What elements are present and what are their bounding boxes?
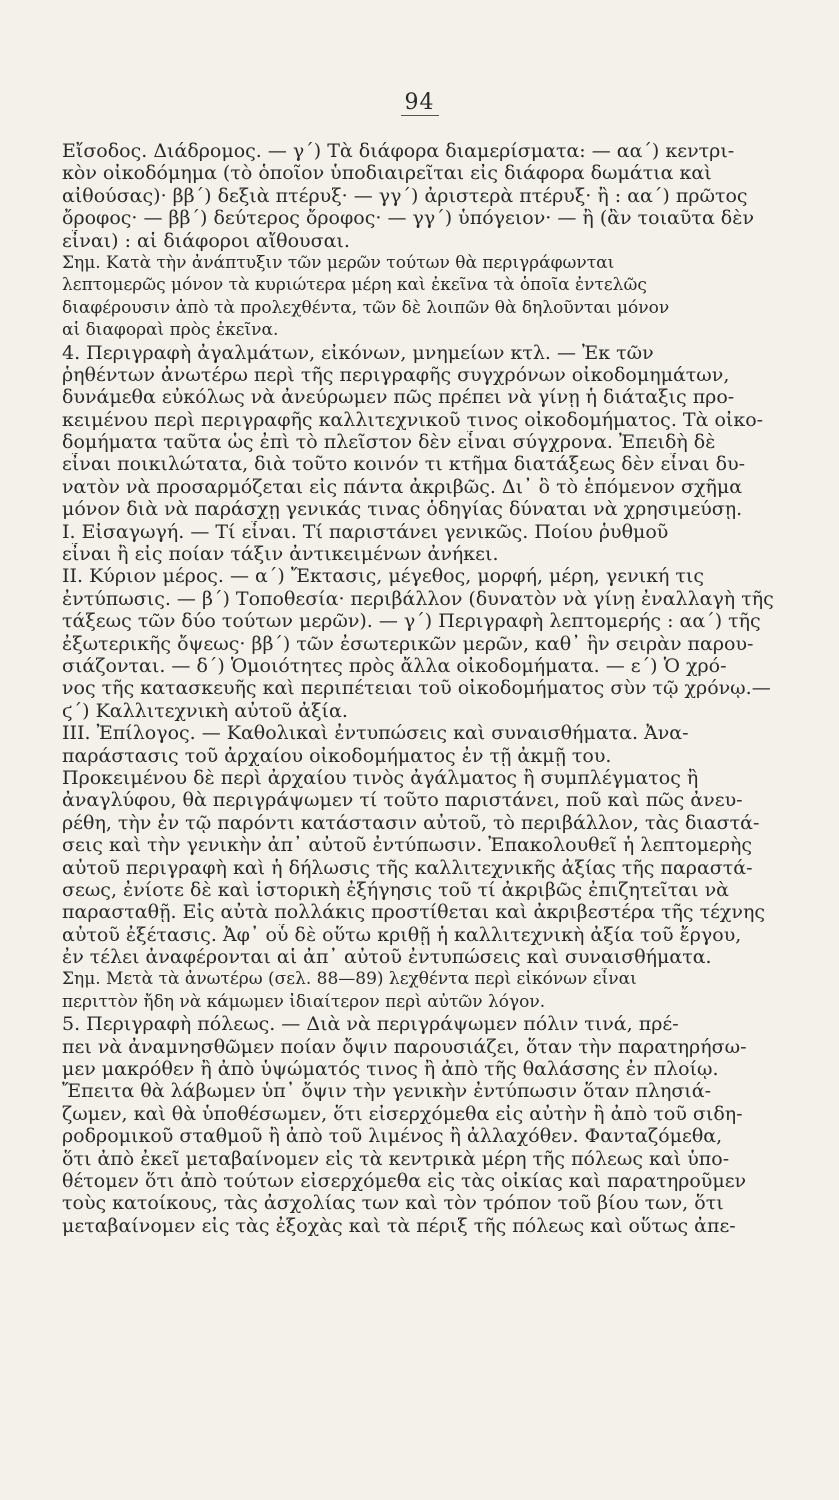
text-line: Ἔπειτα θὰ λάβωμεν ὑπ᾽ ὄψιν τὴν γενικὴν ἐντύπωσιν ὅταν πλησιά-: [62, 1080, 711, 1103]
text-line: αὐτοῦ ἐξέτασις. Ἀφ᾽ οὗ δὲ οὕτω κριθῇ ἡ καλλιτεχνικὴ ἀξία τοῦ ἔργου,: [62, 923, 742, 946]
text-line: πει νὰ ἀναμνησθῶμεν ποίαν ὄψιν παρουσιάζει, ὅταν τὴν παρατηρήσω-: [62, 1035, 747, 1058]
text-line: ἀναγλύφου, θὰ περιγράψωμεν τί τοῦτο παριστάνει, ποῦ καὶ πῶς ἀνευ-: [62, 789, 743, 812]
text-line: II. Κύριον μέρος. — α΄) Ἔκτασις, μέγεθος, μορφή, μέρη, γενική τις: [62, 565, 704, 588]
text-line: αὐτοῦ περιγραφὴ καὶ ἡ δήλωσις τῆς καλλιτεχνικῆς ἀξίας τῆς παραστά-: [62, 856, 753, 879]
text-line: αἱ διαφοραὶ πρὸς ἐκεῖνα.: [62, 320, 279, 341]
text-line: παρασταθῇ. Εἰς αὐτὰ πολλάκις προστίθεται καὶ ἀκριβεστέρα τῆς τέχνης: [62, 901, 766, 924]
text-line: σεως, ἐνίοτε δὲ καὶ ἱστορικὴ ἐξήγησις τοῦ τί ἀκριβῶς ἐπιζητεῖται νὰ: [62, 878, 729, 901]
text-line: κὸν οἰκοδόμημα (τὸ ὁποῖον ὑποδιαιρεῖται εἰς διάφορα δωμάτια καὶ: [62, 162, 712, 185]
page-number: [0, 90, 839, 115]
text-line: 4. Περιγραφὴ ἀγαλμάτων, εἰκόνων, μνημείων κτλ. — Ἐκ τῶν: [62, 341, 654, 364]
text-line: νος τῆς κατασκευῆς καὶ περιπέτειαι τοῦ οἰκοδομήματος σὺν τῷ χρόνῳ.—: [62, 677, 771, 700]
text-line: Προκειμένου δὲ περὶ ἀρχαίου τινὸς ἀγάλματος ἢ συμπλέγματος ἢ: [62, 766, 699, 789]
text-line: τάξεως τῶν δύο τούτων μερῶν). — γ΄) Περιγραφὴ λεπτομερής : αα΄) τῆς: [62, 610, 761, 633]
text-line: ἐντύπωσις. — β΄) Τοποθεσία· περιβάλλον (δυνατὸν νὰ γίνῃ ἐναλλαγὴ τῆς: [62, 587, 774, 610]
text-line: τοὺς κατοίκους, τὰς ἀσχολίας των καὶ τὸν τρόπον τοῦ βίου των, ὅτι: [62, 1192, 724, 1215]
text-line: λεπτομερῶς μόνον τὰ κυριώτερα μέρη καὶ ἐκεῖνα τὰ ὁποῖα ἐντελῶς: [62, 275, 647, 296]
text-line: Σημ. Μετὰ τὰ ἀνωτέρω (σελ. 88—89) λεχθέντα περὶ εἰκόνων εἶναι: [62, 969, 637, 990]
text-line: εἶναι ποικιλώτατα, διὰ τοῦτο κοινόν τι κτῆμα διατάξεως δὲν εἶναι δυ-: [62, 453, 746, 476]
text-line: I. Εἰσαγωγή. — Τί εἶναι. Τί παριστάνει γενικῶς. Ποίου ῥυθμοῦ: [62, 520, 669, 543]
text-line: 5. Περιγραφὴ πόλεως. — Διὰ νὰ περιγράψωμεν πόλιν τινά, πρέ-: [62, 1013, 679, 1036]
text-line: ροδρομικοῦ σταθμοῦ ἢ ἀπὸ τοῦ λιμένος ἢ ἀλλαχόθεν. Φανταζόμεθα,: [62, 1125, 723, 1148]
text-line: Σημ. Κατὰ τὴν ἀνάπτυξιν τῶν μερῶν τούτων θὰ περιγράφωνται: [62, 252, 615, 273]
text-line: σεις καὶ τὴν γενικὴν ἀπ᾽ αὐτοῦ ἐντύπωσιν. Ἐπακολουθεῖ ἡ λεπτομερὴς: [62, 834, 753, 857]
text-line: εἶναι) : αἱ διάφοροι αἴθουσαι.: [62, 229, 350, 252]
text-line: μεν μακρόθεν ἢ ἀπὸ ὑψώματός τινος ἢ ἀπὸ τῆς θαλάσσης ἐν πλοίῳ.: [62, 1058, 719, 1081]
text-line: δυνάμεθα εὐκόλως νὰ ἀνεύρωμεν πῶς πρέπει νὰ γίνῃ ἡ διάταξις προ-: [62, 386, 735, 409]
text-line: ὄροφος· — ββ΄) δεύτερος ὄροφος· — γγ΄) ὑπόγειον· — ἢ (ἂν τοιαῦτα δὲν: [62, 207, 754, 230]
text-line: παράστασις τοῦ ἀρχαίου οἰκοδομήματος ἐν τῇ ἀκμῇ του.: [62, 744, 612, 767]
text-line: ϛ΄) Καλλιτεχνικὴ αὐτοῦ ἀξία.: [62, 699, 348, 722]
text-line: αἰθούσας)· ββ΄) δεξιὰ πτέρυξ· — γγ΄) ἀριστερὰ πτέρυξ· ἢ : αα΄) πρῶτος: [62, 184, 748, 207]
text-line: διαφέρουσιν ἀπὸ τὰ προλεχθέντα, τῶν δὲ λοιπῶν θὰ δηλοῦνται μόνον: [62, 297, 670, 318]
text-line: III. Ἐπίλογος. — Καθολικαὶ ἐντυπώσεις καὶ συναισθήματα. Ἀνα-: [62, 722, 689, 745]
text-line: νατὸν νὰ προσαρμόζεται εἰς πάντα ἀκριβῶς. Δι᾽ ὃ τὸ ἑπόμενον σχῆμα: [62, 475, 743, 498]
text-line: σιάζονται. — δ΄) Ὁμοιότητες πρὸς ἄλλα οἰκοδομήματα. — ε΄) Ὁ χρό-: [62, 654, 727, 677]
text-line: περιττὸν ἤδη νὰ κάμωμεν ἰδιαίτερον περὶ αὐτῶν λόγον.: [62, 991, 546, 1012]
text-line: δομήματα ταῦτα ὡς ἐπὶ τὸ πλεῖστον δὲν εἶναι σύγχρονα. Ἐπειδὴ δὲ: [62, 431, 716, 454]
text-line: θέτομεν ὅτι ἀπὸ τούτων εἰσερχόμεθα εἰς τὰς οἰκίας καὶ παρατηροῦμεν: [62, 1169, 747, 1192]
page-number-text: 94: [401, 90, 439, 116]
text-line: μεταβαίνομεν εἰς τὰς ἐξοχὰς καὶ τὰ πέριξ τῆς πόλεως καὶ οὕτως ἀπε-: [62, 1214, 736, 1237]
text-line: ὅτι ἀπὸ ἐκεῖ μεταβαίνομεν εἰς τὰ κεντρικὰ μέρη τῆς πόλεως καὶ ὑπο-: [62, 1147, 730, 1170]
body-text: [62, 140, 774, 1237]
text-line: ἐξωτερικῆς ὄψεως· ββ΄) τῶν ἐσωτερικῶν μερῶν, καθ᾽ ἣν σειρὰν παρου-: [62, 632, 754, 655]
text-line: ρέθη, τὴν ἐν τῷ παρόντι κατάστασιν αὐτοῦ, τὸ περιβάλλον, τὰς διαστά-: [62, 811, 760, 834]
text-line: ῥηθέντων ἀνωτέρω περὶ τῆς περιγραφῆς συγχρόνων οἰκοδομημάτων,: [62, 363, 730, 386]
text-line: κειμένου περὶ περιγραφῆς καλλιτεχνικοῦ τινος οἰκοδομήματος. Τὰ οἰκο-: [62, 408, 764, 431]
text-line: Εἴσοδος. Διάδρομος. — γ΄) Τὰ διάφορα διαμερίσματα: — αα΄) κεντρι-: [62, 140, 735, 162]
text-line: εἶναι ἢ εἰς ποίαν τάξιν ἀντικειμένων ἀνήκει.: [62, 543, 499, 566]
text-line: ἐν τέλει ἀναφέρονται αἱ ἀπ᾽ αὐτοῦ ἐντυπώσεις καὶ συναισθήματα.: [62, 946, 712, 969]
text-line: ζωμεν, καὶ θὰ ὑποθέσωμεν, ὅτι εἰσερχόμεθα εἰς αὐτὴν ἢ ἀπὸ τοῦ σιδη-: [62, 1102, 743, 1125]
text-line: μόνον διὰ νὰ παράσχῃ γενικάς τινας ὁδηγίας δύναται νὰ χρησιμεύσῃ.: [62, 498, 743, 521]
